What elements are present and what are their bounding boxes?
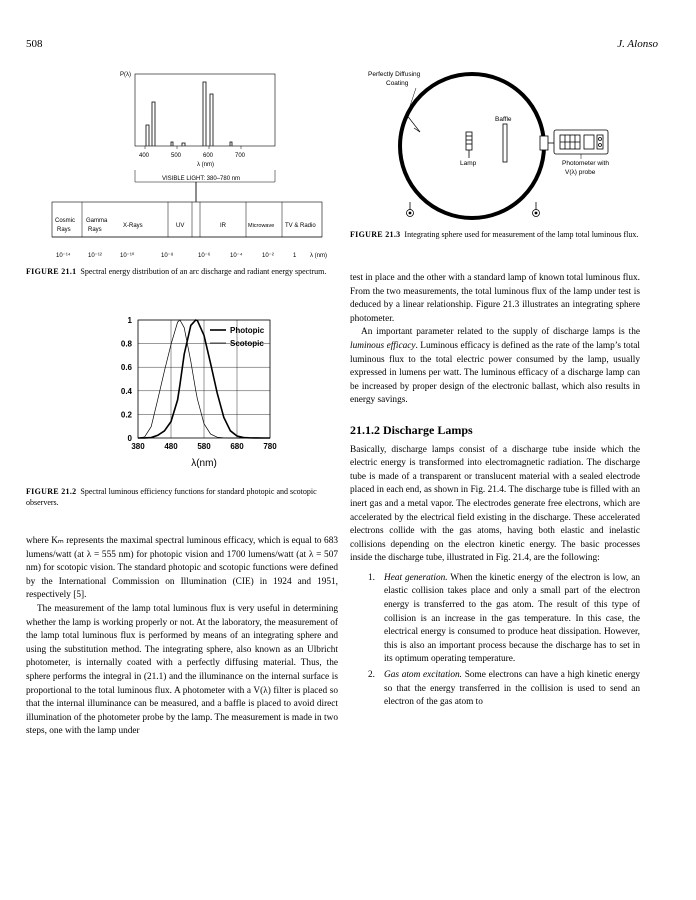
fig1-tick-500: 500 <box>171 153 182 159</box>
y-tick-label: 1 <box>127 316 132 325</box>
fig1-spectrum-box <box>135 74 275 146</box>
fig1-visible-light-label: VISIBLE LIGHT: 380–780 nm <box>162 176 241 182</box>
figure-21-3 <box>350 62 650 227</box>
band-xrays: X-Rays <box>123 223 143 229</box>
reflection-arrow <box>406 114 420 132</box>
fig3-label-lamp: Lamp <box>460 160 477 167</box>
x-tick-label: 480 <box>164 442 178 451</box>
scale-4: 10⁻⁶ <box>198 253 211 259</box>
right-paragraph-2: An important parameter related to the supply of discharge lamps is the luminous efficacy. Luminous efficacy is defined as the rate of the lamp’s total luminous flux to the total electric power consumed by the lamp, usually expressed in lumens per watt. The luminous efficacy of a discharge lamp can be increased by proper design of the electronic ballast, which also results in energy savings. <box>350 327 640 406</box>
scale-5: 10⁻⁴ <box>230 253 243 259</box>
fig3-caption-text: Integrating sphere used for measurement of the lamp total luminous flux. <box>404 230 639 239</box>
left-paragraph-1: where Kₘ represents the maximal spectral luminous efficacy, which is equal to 683 lumens/watt (at λ = 555 nm) for photopic vision and 1700 lumens/watt (at λ = 507 nm) for scotopic vision. The standard photopic and scotopic functions were defined by the International Commission on Illumination (CIE) in 1924 and 1951, respectively [5]. <box>26 536 338 601</box>
fig1-visible-bracket <box>135 170 275 202</box>
figure-21-2-caption <box>26 486 338 508</box>
band-tv-radio: TV & Radio <box>285 223 316 229</box>
fig1-tick-600: 600 <box>203 153 214 159</box>
x-tick-label: 380 <box>131 442 145 451</box>
list-item: 2. Gas atom excitation. Some electrons can have a high kinetic energy so that the energy transferred in the collision is used to send an electron of the gas atom to <box>368 670 640 708</box>
y-tick-label: 0.2 <box>120 410 132 420</box>
fig3-label-coating-2: Coating <box>386 80 409 87</box>
section-heading: 21.1.2 Discharge Lamps <box>350 422 473 437</box>
left-column-text <box>26 535 338 739</box>
scale-0: 10⁻¹⁴ <box>56 253 71 259</box>
figure-21-2-chart <box>100 316 300 476</box>
scale-8: λ (nm) <box>310 253 327 259</box>
left-paragraph-2: The measurement of the lamp total luminous flux is very useful in determining whether the lamp is working properly or not. At the laboratory, the measurement of the lamp total luminous flux is performed by means of an integrating sphere and using the substitution method. The integrating sphere, also known as an Ulbricht photometer, is internally coated with a perfectly diffusing material. Thus, the sphere performs the integral in (21.1) and the illuminance on the internal surface is proportional to the total luminous flux. A photometer with a V(λ) filter is placed so that the internal illuminance can be measured, and a baffle is placed to avoid direct illumination of the photometer probe by the lamp. The measurement is made in two steps, one with the lamp under <box>26 603 338 737</box>
scale-2: 10⁻¹⁰ <box>120 253 135 259</box>
figure-21-1 <box>20 62 340 267</box>
right-paragraph-1: test in place and the other with a standard lamp of known total luminous flux. From the two measurements, the total luminous flux of the lamp under test is deduced by a linear relationship. Figure 21.3 illustrates an integrating sphere photometer. <box>350 273 640 324</box>
right-column-text <box>350 272 640 710</box>
fig2-caption-label: FIGURE 21.2 <box>26 487 77 496</box>
legend-label-photopic: Photopic <box>230 326 265 335</box>
band-microwave: Microwave <box>248 223 275 229</box>
scale-3: 10⁻⁸ <box>161 253 174 259</box>
page-number: 508 <box>26 38 43 50</box>
fig1-x-unit: λ (nm) <box>197 162 214 168</box>
process-list <box>350 572 640 710</box>
photometer-port <box>540 136 548 150</box>
fig3-label-coating-1: Perfectly Diffusing <box>368 71 421 78</box>
fig3-label-baffle: Baffle <box>495 116 512 123</box>
running-author: J. Alonso <box>617 38 658 50</box>
figure-21-1-caption <box>26 266 338 277</box>
y-tick-label: 0 <box>127 434 132 443</box>
y-tick-label: 0.6 <box>120 363 132 373</box>
fig1-tick-400: 400 <box>139 153 150 159</box>
fig3-caption-label: FIGURE 21.3 <box>350 230 401 239</box>
scale-7: 1 <box>293 253 297 259</box>
fig3-label-photometer-1: Photometer with <box>562 160 609 167</box>
fig1-ticks <box>145 146 241 149</box>
legend-label-scotopic: Scotopic <box>230 339 264 348</box>
photometer <box>554 130 608 154</box>
fig1-y-label: P(λ) <box>120 72 131 78</box>
luminous-efficacy-term: luminous efficacy <box>350 340 416 351</box>
fig2-caption-text: Spectral luminous efficiency functions for standard photopic and scotopic observers. <box>26 487 317 507</box>
fig1-caption-text: Spectral energy distribution of an arc discharge and radiant energy spectrum. <box>80 267 327 276</box>
y-tick-label: 0.4 <box>120 386 132 396</box>
band-gamma-rays: Rays <box>88 227 102 233</box>
fig1-caption-label: FIGURE 21.1 <box>26 267 77 276</box>
x-axis-label: λ(nm) <box>191 458 217 469</box>
fig3-label-photometer-2: V(λ) probe <box>565 169 596 176</box>
figure-21-3-caption <box>350 229 640 240</box>
band-uv: UV <box>176 223 185 229</box>
y-tick-label: 0.8 <box>120 339 132 349</box>
x-tick-label: 680 <box>230 442 244 451</box>
baffle <box>503 124 507 162</box>
scale-1: 10⁻¹² <box>88 253 102 259</box>
scale-6: 10⁻² <box>262 253 274 259</box>
right-paragraph-3: Basically, discharge lamps consist of a discharge tube inside which the electric energy is transformed into electromagnetic radiation. The discharge tube is made of a transparent or translucent material with a sealed electrode placed in each end, as shown in Fig. 21.4. The discharge tube is filled with an inert gas and a metal vapor. The electrodes generate free electrons, which are accelerated by the electrical field existing in the discharge. These accelerated electrons collide with the gas atoms, having both elastic and inelastic collisions depending on the electron kinetic energy. The basic processes inside the discharge tube, illustrated in Fig. 21.4, are the following: <box>350 444 640 564</box>
lamp <box>466 132 472 158</box>
x-tick-label: 580 <box>197 442 211 451</box>
band-cosmic-rays: Rays <box>57 227 71 233</box>
list-item: 1. Heat generation. When the kinetic energy of the electron is low, an elastic collision takes place and only a small part of the electron energy is transferred to the gas atom. The result of this type of collision is an increase in the gas temperature. In this case, the electrical energy is consumed to produce heat dissipation. However, this is also an important process because the discharge has to set in its optimum operating temperature. <box>368 572 640 665</box>
fig1-spectral-lines <box>146 82 232 146</box>
band-ir: IR <box>220 223 226 229</box>
band-gamma: Gamma <box>86 218 108 224</box>
x-tick-label: 780 <box>263 442 277 451</box>
band-cosmic: Cosmic <box>55 218 76 224</box>
fig1-tick-700: 700 <box>235 153 246 159</box>
